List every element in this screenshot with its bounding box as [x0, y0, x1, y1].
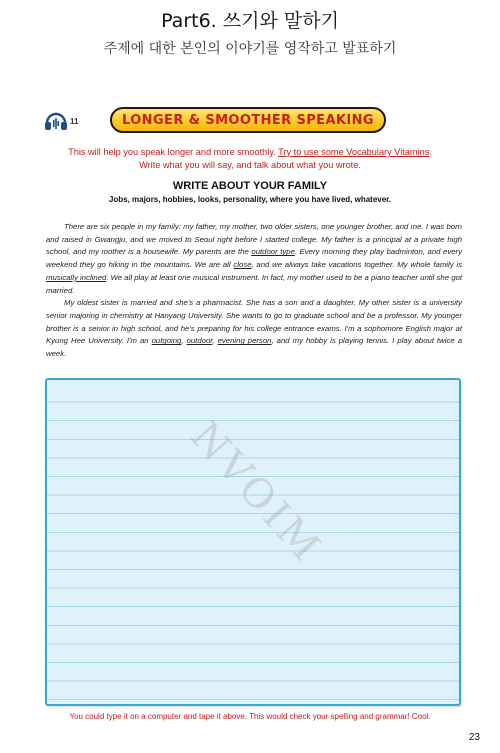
intro-line2: Write what you will say, and talk about what you wrote. [139, 159, 361, 170]
intro-text [30, 146, 470, 171]
vocabulary-vitamins-link[interactable]: Try to use some Vocabulary Vitamins [278, 147, 430, 157]
vocab-term: evening person [217, 336, 272, 346]
writing-area[interactable] [45, 378, 461, 706]
passage-text: , [181, 336, 187, 346]
passage-paragraph-2 [46, 297, 462, 361]
page-title: Part6. 쓰기와 말하기 [161, 10, 339, 32]
page-subtitle: 주제에 대한 본인의 이야기를 영작하고 발표하기 [103, 41, 397, 57]
passage-text: , and my hobby is playing tennis. I play about twice a week. [46, 336, 463, 359]
passage-text: . Every morning they play badminton, and every weekend they go hiking in the mountains. We are all [46, 247, 462, 270]
watermark: NVOIM [181, 413, 332, 573]
vocab-term: outgoing [151, 336, 182, 346]
banner-label: LONGER & SMOOTHER SPEAKING [122, 112, 374, 128]
track-number: 11 [70, 116, 79, 126]
footer-note: You could type it on a computer and tape it above. This would check your spelling and grammar! Cool. [69, 712, 431, 721]
passage-text: , and we always take vacations together. My whole family is [251, 260, 462, 270]
vocab-term: close [233, 260, 252, 270]
intro-line1-start: This will help you speak longer and more smoothly. [68, 147, 279, 157]
sample-passage [46, 221, 462, 361]
section-banner [110, 107, 386, 133]
passage-text: . We all play at least one musical instrument. In fact, my mother used to be a piano teacher until she got married. [46, 272, 462, 295]
passage-text: There are six people in my family: my father, my mother, two older sisters, one younger brother, and me. I was born and raised in Gwangju, and we moved to Seoul right before I started college. My father is a principal at a private high school, and my mother is a housewife. My parents are the [46, 222, 462, 257]
vocab-term: outdoor type [251, 247, 295, 257]
passage-paragraph-1 [46, 221, 462, 297]
page-number: 23 [468, 732, 480, 743]
exercise-prompt: Jobs, majors, hobbies, looks, personality, where you have lived, whatever. [108, 195, 392, 204]
intro-line1-end: . [429, 147, 432, 157]
exercise-title: WRITE ABOUT YOUR FAMILY [172, 180, 328, 192]
passage-text: My oldest sister is married and she's a pharmacist. She has a son and a daughter. My other sister is a university senior majoring in chemistry at Hanyang University. She wants to go to graduate school and be a professor. My younger brother is a senior in high school, and he's preparing for his college entrance exams. I'm a sophomore English major at Kyung Hee University. I'm an [46, 298, 462, 346]
vocab-term: outdoor [186, 336, 213, 346]
passage-text: , [212, 336, 218, 346]
headphones-icon[interactable] [44, 111, 68, 131]
audio-track[interactable] [44, 110, 102, 132]
vocab-term: musically inclined [46, 272, 107, 282]
